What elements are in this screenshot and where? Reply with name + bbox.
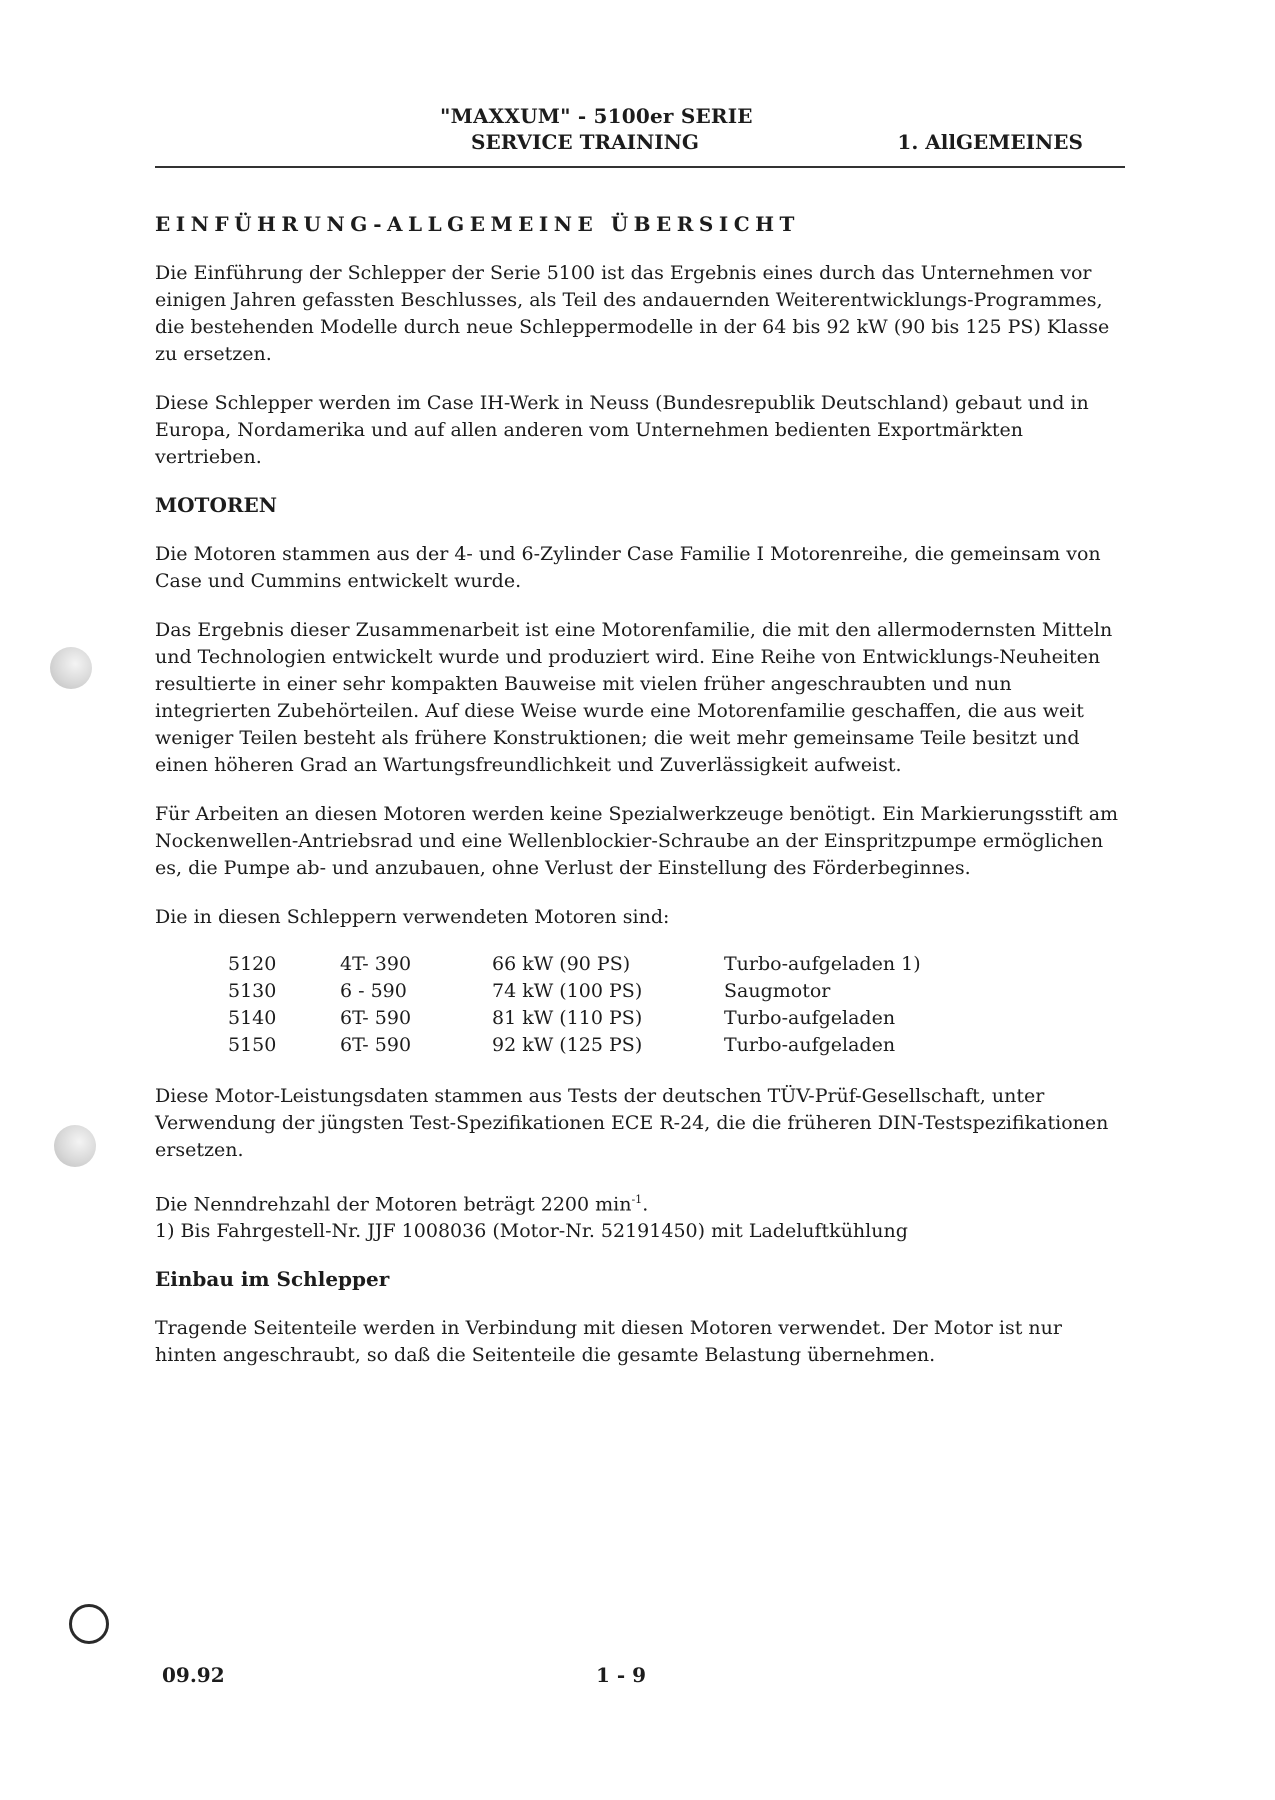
footer-date: 09.92 (162, 1663, 225, 1687)
engine-power-cell: 81 kW (110 PS) (492, 1007, 643, 1029)
engine-aspiration-cell: Turbo-aufgeladen (724, 1007, 896, 1029)
rated-speed-exponent: -1 (631, 1193, 643, 1206)
engine-aspiration-cell: Turbo-aufgeladen 1) (724, 953, 921, 975)
paragraph: Die Einführung der Schlepper der Serie 5100 ist das Ergebnis eines durch das Unternehmen vor einigen Jahren gefassten Beschlusses, als Teil des andauernden Weiterentwicklungs-Programmes, die bestehenden Modelle durch neue Schleppermodelle in der 64 bis 92 kW (90 bis 125 PS) Klasse zu ersetzen. (155, 262, 1110, 365)
paragraph: Die in diesen Schleppern verwendeten Motoren sind: (155, 906, 670, 928)
header-title-line1: "MAXXUM" - 5100er SERIE (440, 104, 753, 128)
engine-power-cell: 74 kW (100 PS) (492, 980, 643, 1002)
engine-aspiration-cell: Saugmotor (724, 980, 831, 1002)
section-heading-einbau: Einbau im Schlepper (155, 1267, 390, 1292)
rated-speed-line (155, 1186, 1125, 1218)
rated-speed-suffix: . (642, 1193, 649, 1216)
table-row (228, 1007, 984, 1034)
engine-type-cell: 6 - 590 (340, 980, 407, 1002)
paragraph: Tragende Seitenteile werden in Verbindung mit diesen Motoren verwendet. Der Motor ist nur hinten angeschraubt, so daß die Seitenteile die gesamte Belastung übernehmen. (155, 1317, 1062, 1367)
engines-table (228, 953, 984, 1061)
table-row (228, 980, 984, 1007)
engine-model-cell: 5150 (228, 1034, 277, 1056)
engine-type-cell: 4T- 390 (340, 953, 412, 975)
engine-type-cell: 6T- 590 (340, 1034, 412, 1056)
engine-aspiration-cell: Turbo-aufgeladen (724, 1034, 896, 1056)
engine-model-cell: 5130 (228, 980, 277, 1002)
paragraph: Diese Motor-Leistungsdaten stammen aus Tests der deutschen TÜV-Prüf-Gesellschaft, unter Verwendung der jüngsten Test-Spezifikationen ECE R-24, die die früheren DIN-Testspezifikationen ersetzen. (155, 1085, 1109, 1161)
header-chapter: 1. AllGEMEINES (897, 130, 1083, 154)
footnote: 1) Bis Fahrgestell-Nr. JJF 1008036 (Motor-Nr. 52191450) mit Ladeluftkühlung (155, 1220, 908, 1243)
rated-speed-text: Die Nenndrehzahl der Motoren beträgt 2200 min (155, 1193, 632, 1216)
engine-type-cell: 6T- 590 (340, 1007, 412, 1029)
binder-hole-mark (54, 1125, 96, 1167)
paragraph: Das Ergebnis dieser Zusammenarbeit ist eine Motorenfamilie, die mit den allermodernsten Mitteln und Technologien entwickelt wurde und produziert wird. Eine Reihe von Entwicklungs-Neuheiten resultierte in einer sehr kompakten Bauweise mit vielen früher angeschraubten und nun integrierten Zubehörteilen. Auf diese Weise wurde eine Motorenfamilie geschaffen, die aus weit weniger Teilen besteht als frühere Konstruktionen; die weit mehr gemeinsame Teile besitzt und einen höheren Grad an Wartungsfreundlichkeit und Zuverlässigkeit aufweist. (155, 619, 1113, 776)
table-row (228, 1034, 984, 1061)
engine-model-cell: 5120 (228, 953, 277, 975)
section-heading-intro: EINFÜHRUNG-ALLGEMEINE ÜBERSICHT (155, 212, 800, 236)
section-heading-motoren: MOTOREN (155, 493, 278, 517)
engine-power-cell: 66 kW (90 PS) (492, 953, 631, 975)
paragraph: Die Motoren stammen aus der 4- und 6-Zylinder Case Familie I Motorenreihe, die gemeinsam von Case und Cummins entwickelt wurde. (155, 543, 1101, 592)
paragraph: Für Arbeiten an diesen Motoren werden keine Spezialwerkzeuge benötigt. Ein Markierungsstift am Nockenwellen-Antriebsrad und eine Wellenblockier-Schraube an der Einspritzpumpe ermöglichen es, die Pumpe ab- und anzubauen, ohne Verlust der Einstellung des Förderbeginnes. (155, 803, 1119, 879)
table-row (228, 953, 984, 980)
engine-power-cell: 92 kW (125 PS) (492, 1034, 643, 1056)
page-content (155, 212, 1125, 1391)
header-title-line2: SERVICE TRAINING (471, 130, 699, 154)
binder-hole-mark (50, 647, 92, 689)
paragraph: Diese Schlepper werden im Case IH-Werk in Neuss (Bundesrepublik Deutschland) gebaut und in Europa, Nordamerika und auf allen anderen vom Unternehmen bedienten Exportmärkten vertrieben. (155, 392, 1089, 468)
footer-page-number: 1 - 9 (596, 1663, 647, 1687)
page-header (155, 100, 1125, 168)
engine-model-cell: 5140 (228, 1007, 277, 1029)
binder-ring-mark (69, 1604, 109, 1644)
rpm-and-footnote (155, 1186, 1125, 1245)
